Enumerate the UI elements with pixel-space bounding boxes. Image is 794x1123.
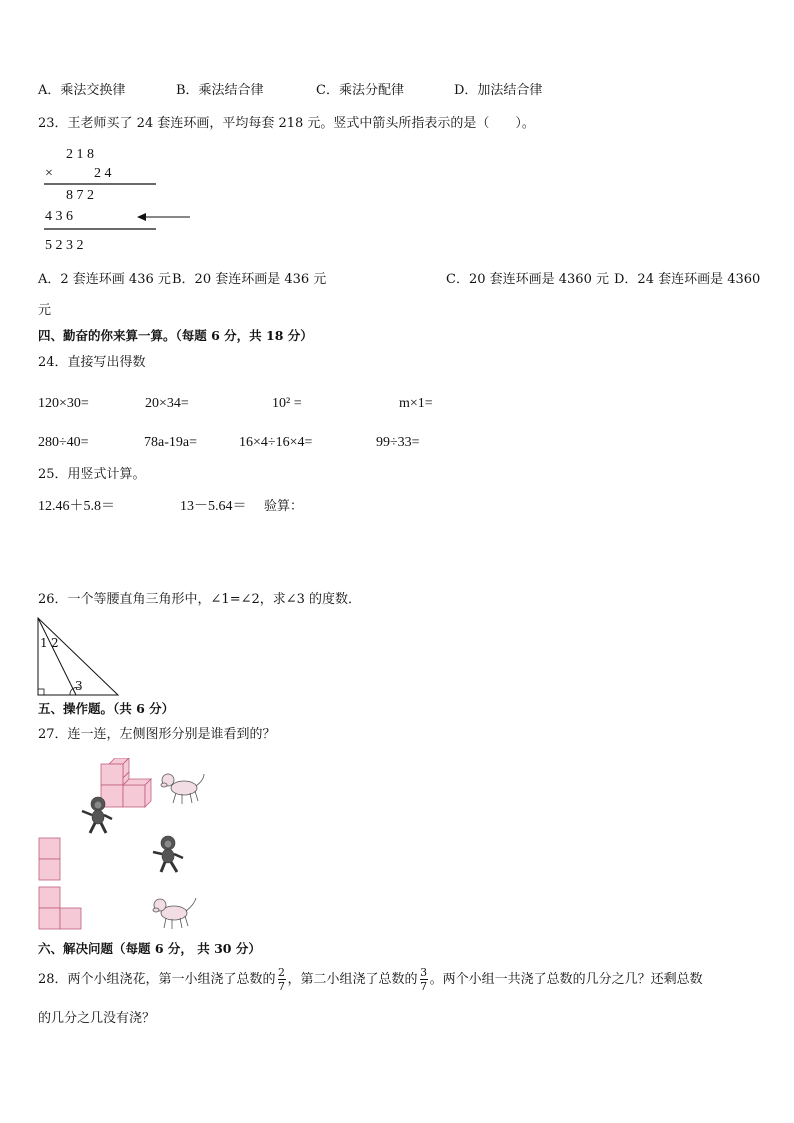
q23-option-d: D．24 套连环画是 4360 — [614, 272, 761, 287]
q25-check-label: 验算： — [264, 499, 304, 514]
vm-lines — [0, 0, 220, 260]
angle-label-1: 1 — [40, 636, 48, 650]
dog-icon — [150, 895, 200, 931]
arrow-left-icon — [137, 213, 146, 221]
q28-line1 — [38, 966, 703, 994]
q28-line2: 的几分之几没有浇？ — [38, 1011, 156, 1026]
view-figure-vertical-two-squares — [38, 837, 62, 881]
section4-title: 四、勤奋的你来算一算。（每题 6 分，共 18 分） — [38, 328, 313, 343]
q24-r1-c3: 10² = — [272, 396, 302, 411]
q24-r2-c3: 16×4÷16×4= — [239, 435, 313, 450]
q25-item-2: 13－5.64＝ — [180, 499, 247, 514]
vm-row5: 5 2 3 2 — [45, 238, 84, 253]
angle-label-2: 2 — [51, 636, 59, 650]
triangle-inner-segment — [38, 618, 76, 695]
frac1-numerator: 2 — [278, 966, 286, 979]
q23-option-d-cont: 元 — [38, 303, 52, 318]
section5-title: 五、操作题。（共 6 分） — [38, 701, 175, 716]
q23-option-b: B．20 套连环画是 436 元 — [172, 272, 327, 287]
view-figure-l-shape — [38, 886, 84, 932]
dog-icon — [158, 770, 208, 806]
frac2-numerator: 3 — [420, 966, 428, 979]
q24-stem: 24．直接写出得数 — [38, 355, 146, 370]
q25-stem: 25．用竖式计算。 — [38, 467, 146, 482]
section6-title: 六、解决问题（每题 6 分， 共 30 分） — [38, 941, 261, 956]
q22-option-b: B．乘法结合律 — [176, 83, 264, 98]
q24-r1-c1: 120×30= — [38, 396, 89, 411]
vm-row1: 2 1 8 — [66, 147, 94, 162]
q28-part1: 28．两个小组浇花，第一小组浇了总数的 — [38, 972, 276, 987]
q24-r2-c4: 99÷33= — [376, 435, 420, 450]
q22-option-a: A．乘法交换律 — [38, 83, 126, 98]
q27-stem: 27．连一连，左侧图形分别是谁看到的？ — [38, 727, 276, 742]
q24-r1-c2: 20×34= — [145, 396, 189, 411]
monkey-icon — [78, 795, 116, 835]
fraction-2-7 — [278, 967, 286, 992]
vm-times-sign: × — [45, 166, 53, 181]
q28-part3: 。两个小组一共浇了总数的几分之几？还剩总数 — [429, 972, 703, 987]
q23-stem: 23．王老师买了 24 套连环画，平均每套 218 元。竖式中箭头所指表示的是（ ）。 — [38, 116, 535, 131]
q26-stem: 26．一个等腰直角三角形中，∠1=∠2，求∠3 的度数． — [38, 592, 362, 607]
q25-item-1: 12.46＋5.8＝ — [38, 499, 115, 514]
q28-part2: ，第二小组浇了总数的 — [287, 972, 418, 987]
q22-option-d: D．加法结合律 — [454, 83, 543, 98]
q24-r1-c4: m×1= — [399, 396, 433, 411]
monkey-icon — [150, 834, 188, 874]
vm-row3: 8 7 2 — [66, 188, 94, 203]
frac2-denominator: 7 — [420, 980, 428, 993]
q24-r2-c1: 280÷40= — [38, 435, 89, 450]
fraction-3-7 — [420, 967, 428, 992]
q22-option-c: C．乘法分配律 — [316, 83, 404, 98]
vm-row2: 2 4 — [94, 166, 112, 181]
q23-option-c: C．20 套连环画是 4360 元 — [446, 272, 609, 287]
right-angle-mark — [38, 689, 44, 695]
angle-label-3: 3 — [75, 679, 83, 693]
frac1-denominator: 7 — [278, 980, 286, 993]
q23-option-a: A．2 套连环画 436 元 — [38, 272, 171, 287]
vm-row4: 4 3 6 — [45, 209, 73, 224]
q24-r2-c2: 78a-19a= — [144, 435, 197, 450]
